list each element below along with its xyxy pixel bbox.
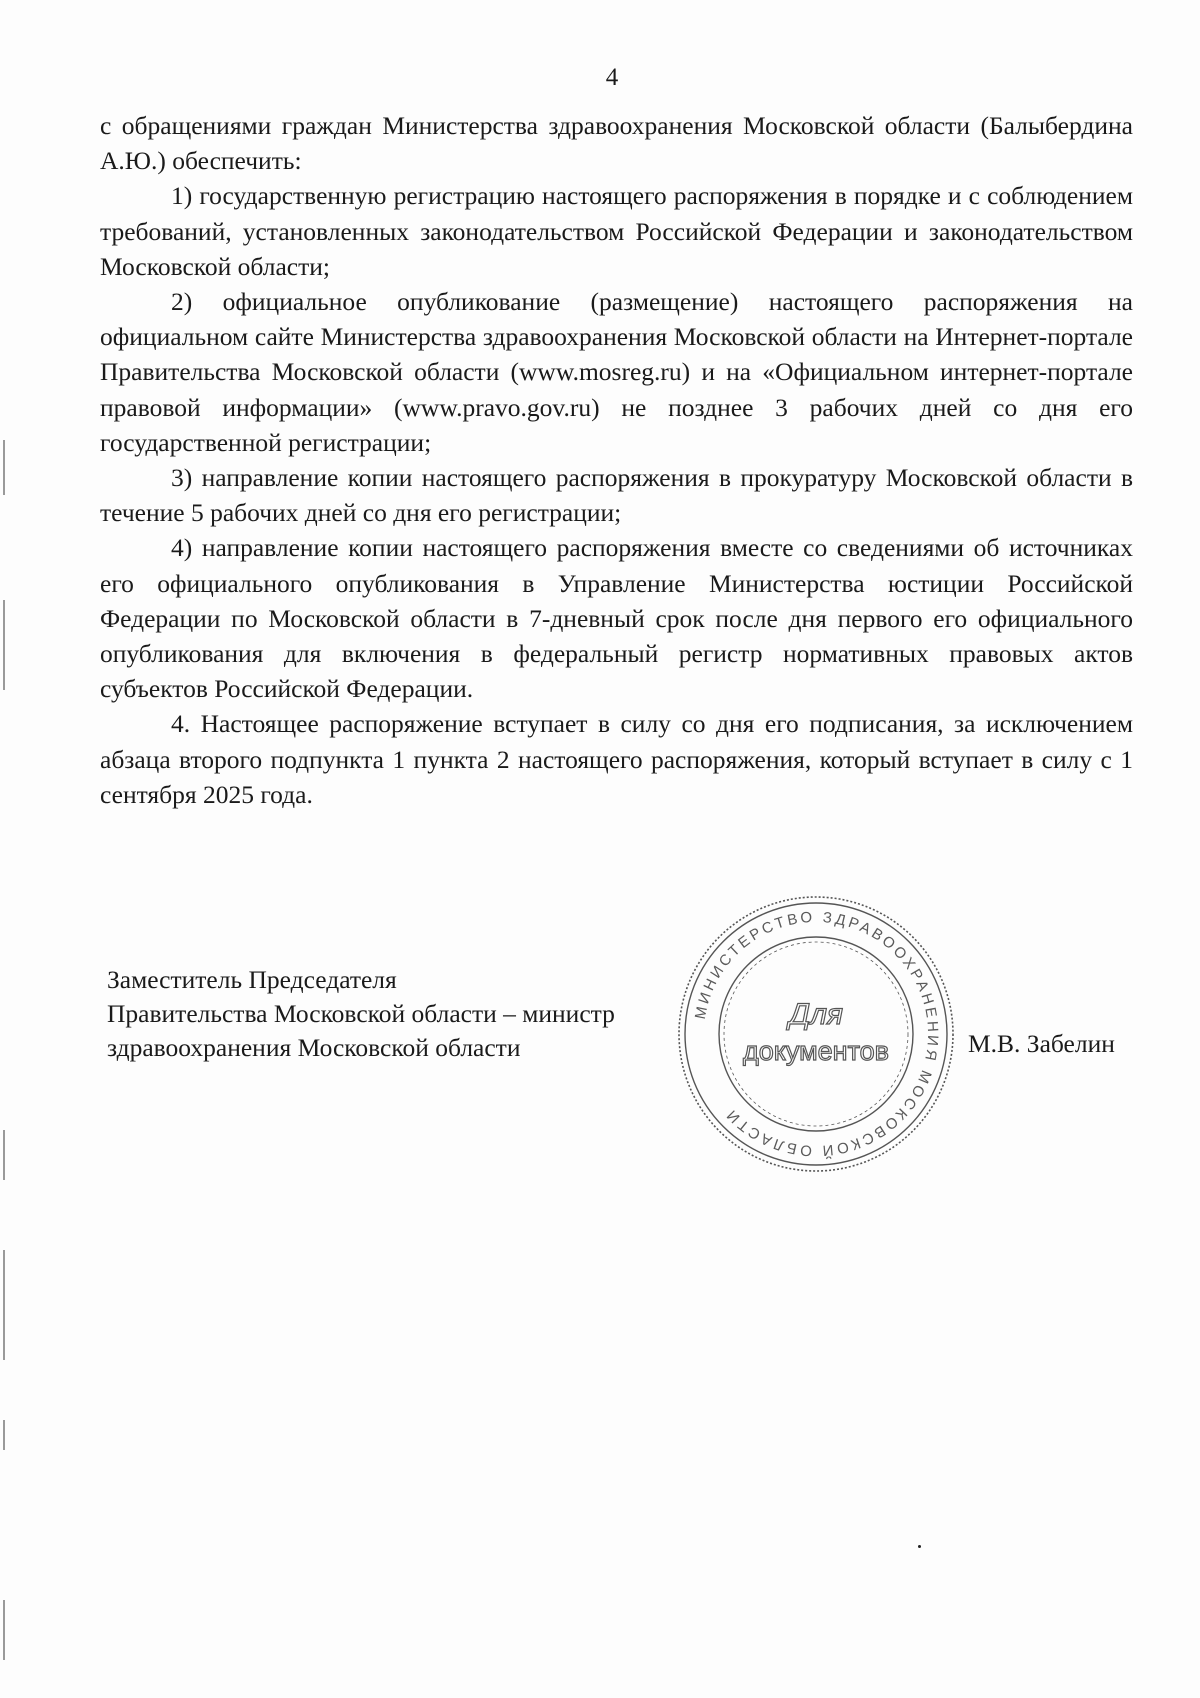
signatory-position-line: здравоохранения Московской области: [107, 1033, 521, 1062]
signatory-position: [107, 963, 615, 1065]
paragraph: с обращениями граждан Министерства здравоохранения Московской области (Балыбердина А.Ю.) обеспечить:: [100, 111, 1133, 176]
scan-edge-mark: [3, 1420, 5, 1450]
scan-edge-mark: [3, 600, 5, 690]
official-seal: [675, 893, 957, 1175]
seal-center-line: Для: [788, 998, 844, 1031]
signatory-name: М.В. Забелин: [968, 1029, 1115, 1058]
svg-text:МИНИСТЕРСТВО ЗДРАВООХРАНЕНИЯ М: [692, 909, 941, 1160]
scan-edge-mark: [3, 1130, 5, 1180]
seal-center-line: документов: [743, 1036, 889, 1066]
signatory-position-line: Правительства Московской области – министр: [107, 999, 615, 1028]
paragraph: 4) направление копии настоящего распоряжения вместе со сведениями об источниках его официального опубликования в Управление Министерства юстиции Российской Федерации по Московской области в 7-дневный срок после дня первого его официального опубликования для включения в федеральный регистр нормативных правовых актов субъектов Российской Федерации.: [100, 533, 1133, 704]
paragraph: 2) официальное опубликование (размещение) настоящего распоряжения на официальном сайте Министерства здравоохранения Московской области на Интернет-портале Правительства Московской области (www.mosreg.ru) и на «Официальном интернет-портале правовой информации» (www.pravo.gov.ru) не позднее 3 рабочих дней со дня его государственной регистрации;: [100, 287, 1133, 457]
paragraph: 4. Настоящее распоряжение вступает в силу со дня его подписания, за исключением абзаца второго подпункта 1 пункта 2 настоящего распоряжения, который вступает в силу с 1 сентября 2025 года.: [100, 709, 1133, 809]
scan-speck: [918, 1545, 921, 1548]
seal-ring-text: МИНИСТЕРСТВО ЗДРАВООХРАНЕНИЯ МОСКОВСКОЙ ОБЛАСТИ: [691, 908, 942, 1160]
scan-edge-mark: [3, 440, 5, 495]
scan-edge-mark: [3, 1600, 5, 1660]
document-body: [100, 108, 1133, 812]
scan-edge-mark: [3, 1250, 5, 1360]
signatory-position-line: Заместитель Председателя: [107, 965, 397, 994]
page-number: 4: [605, 64, 619, 91]
paragraph: 3) направление копии настоящего распоряжения в прокуратуру Московской области в течение 5 рабочих дней со дня его регистрации;: [100, 463, 1133, 528]
paragraph: 1) государственную регистрацию настоящего распоряжения в порядке и с соблюдением требований, установленных законодательством Российской Федерации и законодательством Московской области;: [100, 181, 1133, 281]
